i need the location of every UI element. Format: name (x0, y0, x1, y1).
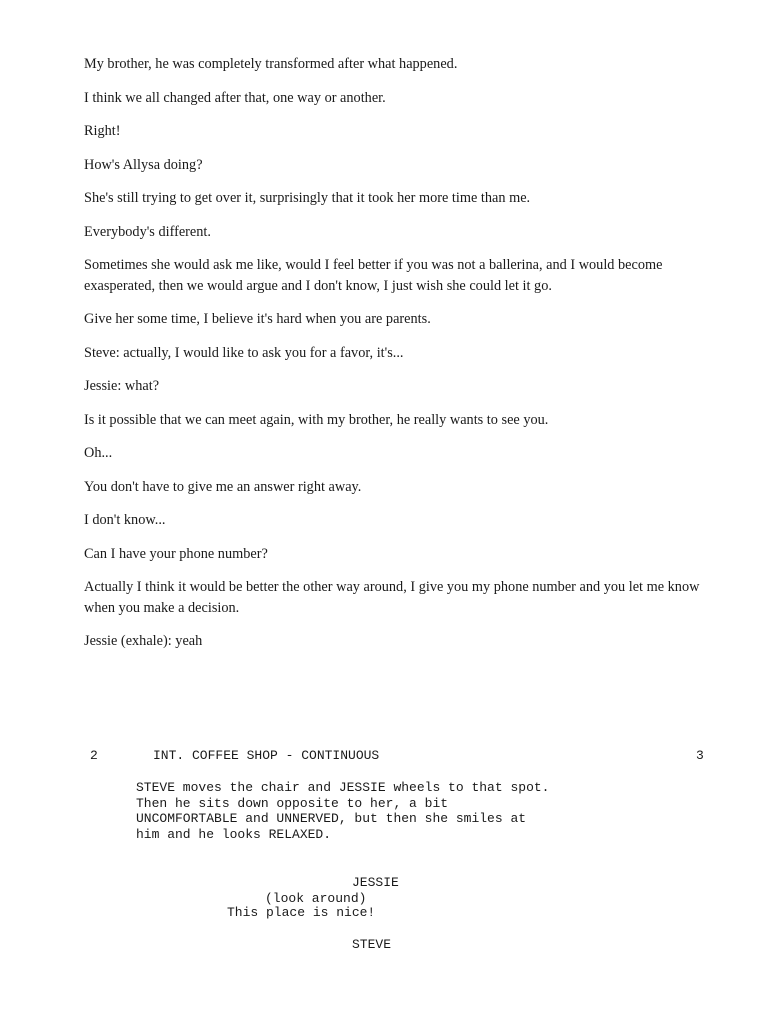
prose-line: I think we all changed after that, one way or another. (84, 89, 386, 106)
prose-line: Jessie (exhale): yeah (84, 633, 203, 649)
prose-line: Right! (84, 123, 121, 139)
dialogue-line: This place is nice! (227, 905, 376, 920)
prose-line: Can I have your phone number? (84, 545, 268, 562)
scene-heading: INT. COFFEE SHOP - CONTINUOUS (153, 748, 380, 763)
prose-line: Jessie: what? (84, 378, 160, 394)
prose-line: Sometimes she would ask me like, would I feel better if you was not a ballerina, and I would become exasperated, then we would argue and I don't know, I just wish she could let it go. (84, 257, 663, 294)
prose-line: My brother, he was completely transformed after what happened. (84, 56, 458, 72)
scene-number-left: 2 (90, 748, 98, 763)
action-block: STEVE moves the chair and JESSIE wheels to that spot. Then he sits down opposite to her, a bit UNCOMFORTABLE and UNNERVED, but then she smiles at him and he looks RELAXED. (136, 780, 550, 842)
prose-line: Oh... (84, 445, 113, 461)
prose-line: Actually I think it would be better the other way around, I give you my phone number and you let me know when you make a decision. (84, 579, 700, 616)
prose-line: She's still trying to get over it, surprisingly that it took her more time than me. (84, 190, 531, 206)
prose-line: Steve: actually, I would like to ask you for a favor, it's... (84, 344, 404, 361)
prose-line: You don't have to give me an answer right away. (84, 478, 362, 495)
scene-number-right: 3 (696, 748, 704, 763)
character-name: JESSIE (352, 875, 399, 890)
parenthetical: (look around) (265, 891, 367, 906)
prose-line: How's Allysa doing? (84, 156, 203, 173)
prose-line: Is it possible that we can meet again, with my brother, he really wants to see you. (84, 411, 549, 428)
prose-line: Give her some time, I believe it's hard when you are parents. (84, 311, 431, 327)
prose-line: Everybody's different. (84, 223, 211, 240)
prose-section (84, 54, 704, 665)
prose-line: I don't know... (84, 512, 166, 528)
character-name: STEVE (352, 937, 392, 952)
